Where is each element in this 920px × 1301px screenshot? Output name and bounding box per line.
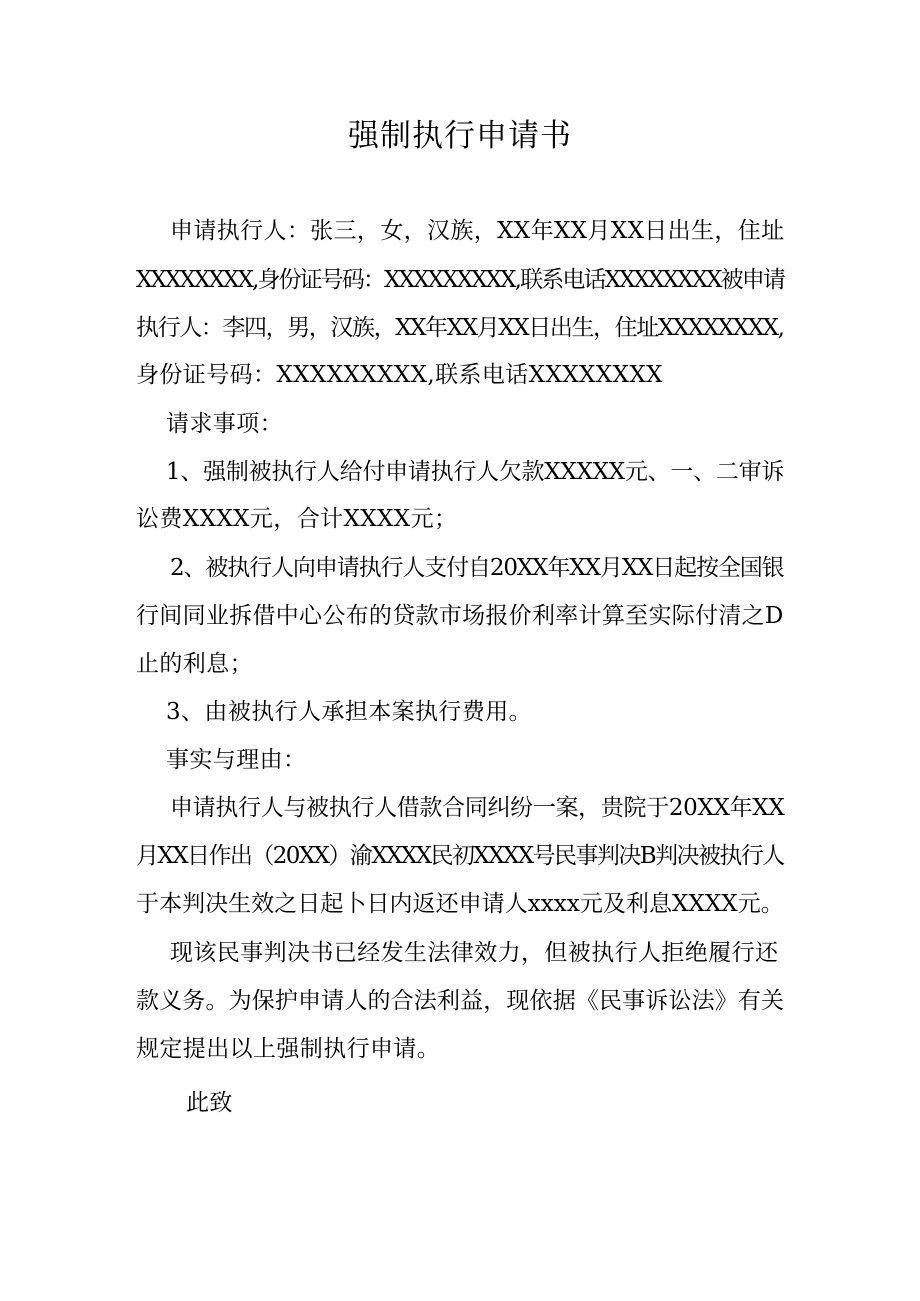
text-line: 身份证号码：XXXXXXXXX,联系电话XXXXXXXX <box>136 362 663 388</box>
section-heading: 事实与理由： <box>166 747 307 773</box>
text-line: 于本判决生效之日起卜日内返还申请人xxxx元及利息XXXX元。 <box>136 891 784 917</box>
closing-text: 此致 <box>186 1090 233 1116</box>
text-line: 现该民事判决书已经发生法律效力，但被执行人拒绝履行还 <box>170 940 779 966</box>
text-line: 规定提出以上强制执行申请。 <box>136 1036 441 1062</box>
text-line: 讼费XXXX元，合计XXXX元； <box>136 506 458 532</box>
text-line: 2、被执行人向申请执行人支付自20XX年XX月XX日起按全国银 <box>170 555 784 581</box>
text-line: 行间同业拆借中心公布的贷款市场报价利率计算至实际付清之D <box>136 603 784 629</box>
text-line: 申请执行人与被执行人借款合同纠纷一案，贵院于20XX年XX <box>170 795 785 821</box>
section-heading: 请求事项： <box>166 411 283 437</box>
text-line: 执行人：李四，男，汉族，XX年XX月XX日出生，住址XXXXXXXX, <box>136 315 784 341</box>
text-line: 止的利息； <box>136 651 253 677</box>
text-line: XXXXXXXX,身份证号码：XXXXXXXXX,联系电话XXXXXXXX被申请 <box>136 267 784 293</box>
text-line: 3、由被执行人承担本案执行费用。 <box>166 699 533 725</box>
document-title: 强制执行申请书 <box>348 118 572 154</box>
text-line: 月XX日作出（20XX）渝XXXX民初XXXX号民事判决B判决被执行人 <box>136 843 784 869</box>
text-line: 款义务。为保护申请人的合法利益，现依据《民事诉讼法》有关 <box>136 988 785 1014</box>
text-line: 1、强制被执行人给付申请执行人欠款XXXXX元、一、二审诉 <box>166 459 785 485</box>
text-line: 申请执行人：张三，女，汉族，XX年XX月XX日出生，住址 <box>170 218 785 244</box>
